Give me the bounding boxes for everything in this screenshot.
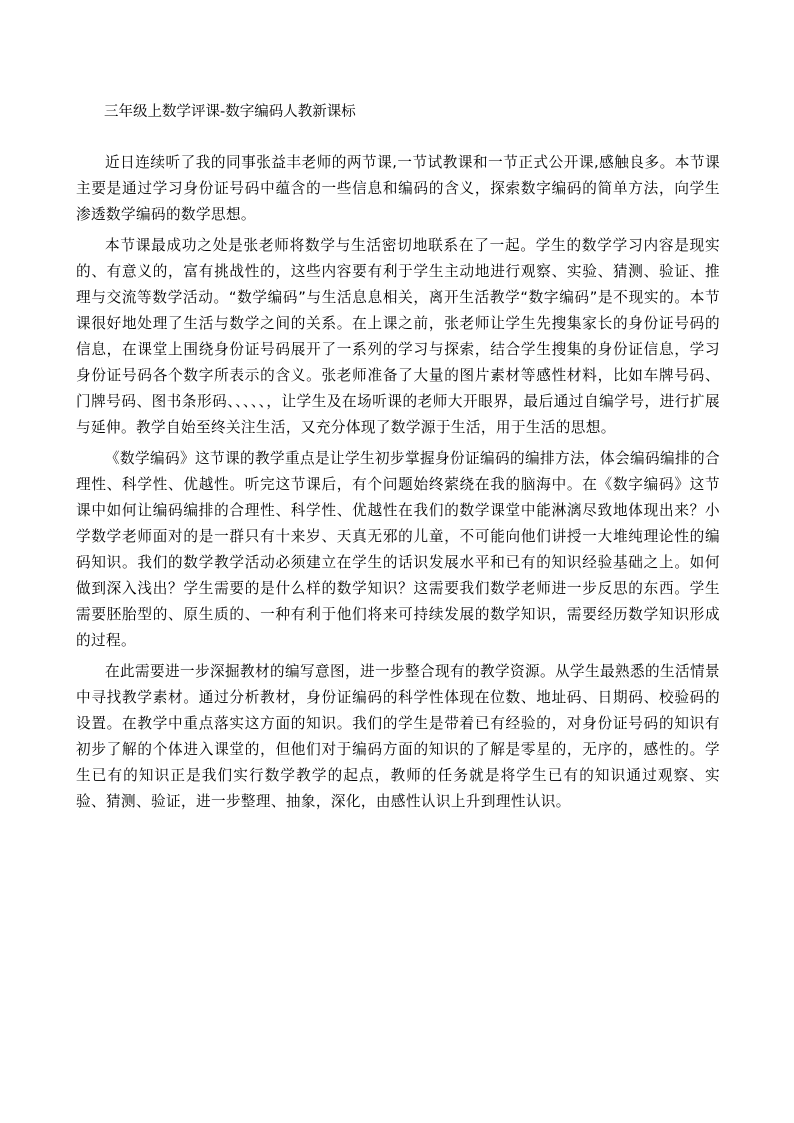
- paragraph-textbook-analysis: 在此需要进一步深掘教材的编写意图，进一步整合现有的教学资源。从学生最熟悉的生活情景中寻找教学素材。通过分析教材，身份证编码的科学性体现在位数、地址码、日期码、校验码的设置。在教学中重点落实这方面的知识。我们的学生是带着已有经验的，对身份证号码的知识有初步了解的个体进入课堂的，但他们对于编码方面的知识的了解是零星的，无序的，感性的。学生已有的知识正是我们实行数学教学的起点，教师的任务就是将学生已有的知识通过观察、实验、猜测、验证，进一步整理、抽象，深化，由感性认识上升到理性认识。: [76, 663, 720, 810]
- document-body: [76, 150, 720, 820]
- paragraph-teaching-focus: 《数学编码》这节课的教学重点是让学生初步掌握身份证编码的编排方法，体会编码编排的合理性、科学性、优越性。听完这节课后，有个问题始终萦绕在我的脑海中。在《数字编码》这节课中如何让编码编排的合理性、科学性、优越性在我们的数学课堂中能淋漓尽致地体现出来？小学数学老师面对的是一群只有十来岁、天真无邪的儿童，不可能向他们讲授一大堆纯理论性的编码知识。我们的数学教学活动必须建立在学生的话识发展水平和已有的知识经验基础之上。如何做到深入浅出？学生需要的是什么样的数学知识？这需要我们数学老师进一步反思的东西。学生需要胚胎型的、原生质的、一种有利于他们将来可持续发展的数学知识，需要经历数学知识形成的过程。: [76, 450, 720, 649]
- paragraph-life-connection: 本节课最成功之处是张老师将数学与生活密切地联系在了一起。学生的数学学习内容是现实的、有意义的，富有挑战性的，这些内容要有利于学生主动地进行观察、实验、猜测、验证、推理与交流等数学活动。“数学编码”与生活息息相关，离开生活教学“数字编码”是不现实的。本节课很好地处理了生活与数学之间的关系。在上课之前，张老师让学生先搜集家长的身份证号码的信息，在课堂上围绕身份证号码展开了一系列的学习与探索，结合学生搜集的身份证信息，学习身份证号码各个数字所表示的含义。张老师准备了大量的图片素材等感性材料，比如车牌号码、门牌号码、图书条形码、、、、、，让学生及在场听课的老师大开眼界，最后通过自编学号，进行扩展与延伸。教学自始至终关注生活，又充分体现了数学源于生活，用于生活的思想。: [76, 237, 720, 436]
- paragraph-intro: 近日连续听了我的同事张益丰老师的两节课,一节试教课和一节正式公开课,感触良多。本节课主要是通过学习身份证号码中蕴含的一些信息和编码的含义，探索数字编码的简单方法，向学生渗透数学编码的数学思想。: [76, 154, 720, 223]
- document-title: 三年级上数学评课-数字编码人教新课标: [104, 104, 356, 120]
